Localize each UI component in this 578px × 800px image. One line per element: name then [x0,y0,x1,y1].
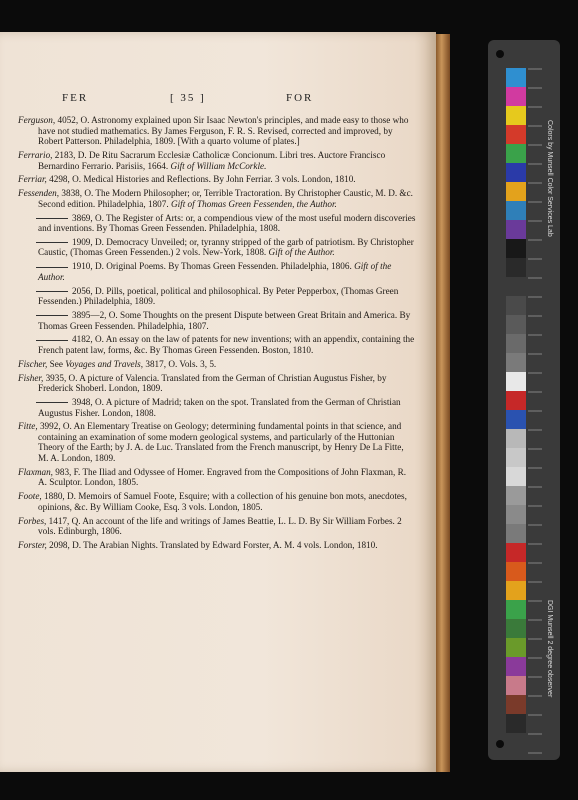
color-swatch [506,714,526,733]
color-swatch [506,486,526,505]
ditto-dash [36,402,68,403]
header-left: FER [62,92,89,104]
target-hole [496,50,504,58]
color-swatch [506,106,526,125]
catalogue-entry [18,467,416,488]
ditto-dash [36,218,68,219]
catalogue-entry [18,213,416,234]
entry-author: Forbes, [18,515,47,526]
ditto-dash [36,315,68,316]
ditto-dash [36,267,68,268]
entry-text: See [47,358,66,369]
entry-author: Fessenden, [18,188,60,199]
header-right: FOR [286,92,314,104]
catalogue-entry [18,150,416,171]
entry-author: Forster, [18,539,47,550]
color-swatch [506,334,526,353]
color-swatch-strip [506,68,526,754]
entry-author: Fischer, [18,358,48,369]
color-swatch [506,543,526,562]
catalogue-entry [18,174,416,185]
color-swatch [506,125,526,144]
color-swatch [506,144,526,163]
entry-text: 1880, D. Memoirs of Samuel Foote, Esquire; with a collection of his genuine bon mots, anecdotes, opinions, &c. By William Cooke, Esq. 3 vols. London, 1805. [38,491,407,512]
target-label-bottom: DGI Munsell 2 degree observer [546,600,553,698]
running-header [0,92,436,106]
entry-author: Fisher, [18,372,44,383]
entry-text: 3895—2, O. Some Thoughts on the present Dispute between Great Britain and America. By Thomas Green Fessenden. Philadelphia, 1807. [38,310,411,331]
entry-text: 3869, O. The Register of Arts: or, a compendious view of the most useful modern discoveries and inventions. By Thomas Green Fessenden. Philadelphia, 1808. [38,212,416,234]
ditto-dash [36,242,68,243]
entry-text: 4182, O. An essay on the law of patents for new inventions; with an appendix, containing the French patent law, forms, &c. By Thomas Green Fessenden. Boston, 1810. [38,334,415,355]
entry-text: 983, F. The Iliad and Odyssee of Homer. Engraved from the Compositions of John Flaxman, R. A. Sculptor. London, 1805. [38,466,406,488]
color-swatch [506,600,526,619]
entry-text: 2183, D. De Ritu Sacrarum Ecclesiæ Catholicæ Concionum. Libri tres. Auctore Francisco Bernardino Ferrario. Parisiis, 1664. [38,149,386,171]
catalogue-entry [18,261,416,282]
catalogue-entry [18,115,416,147]
color-swatch [506,372,526,391]
catalogue-entry [18,286,416,307]
catalogue-entry [18,491,416,512]
color-swatch [506,448,526,467]
catalogue-entry [18,334,416,355]
catalogue-entry [18,421,416,463]
entry-author: Ferrario, [18,149,53,160]
color-swatch [506,562,526,581]
color-swatch [506,277,526,296]
catalogue-entry [18,397,416,418]
color-swatch [506,581,526,600]
entry-text: 3935, O. A picture of Valencia. Translated from the German of Christian Augustus Fisher, by Frederick Shoberl. London, 1809. [38,372,387,394]
color-swatch [506,657,526,676]
entry-text: 4052, O. Astronomy explained upon Sir Isaac Newton's principles, and made easy to those who have not studied mathematics. By James Ferguson, F. R. S. Revised, corrected and improved, by Robert Patterson. Philadelphia, 1809. [With a quarto volume of plates.] [38,115,409,147]
color-swatch [506,467,526,486]
entry-author: Flaxman, [18,466,53,477]
catalogue-entry [18,359,416,370]
color-swatch [506,695,526,714]
color-calibration-target [488,40,560,760]
entry-author: Ferguson, [18,115,56,125]
color-swatch [506,220,526,239]
catalogue-entry [18,310,416,331]
color-swatch [506,410,526,429]
catalogue-entry [18,516,416,537]
entry-text: 3948, O. A picture of Madrid; taken on the spot. Translated from the German of Christian Augustus Fisher. London, 1808. [38,396,401,418]
color-swatch [506,524,526,543]
book-spine-edge [436,34,450,772]
color-swatch [506,296,526,315]
color-swatch [506,429,526,448]
target-hole [496,740,504,748]
color-swatch [506,353,526,372]
catalogue-entry [18,540,416,551]
entry-cross-reference: Voyages and Travels, [65,358,144,369]
catalogue-entry [18,373,416,394]
ditto-dash [36,291,68,292]
entry-text: 1417, Q. An account of the life and writings of James Beattie, L. L. D. By Sir William Forbes. 2 vols. Edinburgh, 1806. [38,515,402,537]
color-swatch [506,239,526,258]
color-swatch [506,87,526,106]
color-swatch [506,638,526,657]
catalogue-entries [18,115,416,554]
entry-text: 4298, O. Medical Histories and Reflections. By John Ferriar. 3 vols. London, 1810. [46,174,356,185]
entry-author: Fitte, [18,421,38,432]
entry-text: 3992, O. An Elementary Treatise on Geology; determining fundamental points in that science, and containing an examination of some modern geological systems, and particularly of the Huttonian Theory of the Earth; by J. A. de Luc. Translated from the French manuscript, by Henry De La Fitte, M. A. London, 1809. [37,421,404,464]
entry-gift-note: Gift of the Author. [268,247,335,258]
color-swatch [506,315,526,334]
entry-text-tail: 3817, O. Vols. 3, 5. [143,358,217,369]
color-swatch [506,182,526,201]
entry-text: 2098, D. The Arabian Nights. Translated by Edward Forster, A. M. 4 vols. London, 1810. [46,539,378,550]
catalogue-entry [18,188,416,209]
ditto-dash [36,340,68,341]
entry-text: 3838, O. The Modern Philosopher; or, Terrible Tractoration. By Christopher Caustic, M. D. &c. Second edition. Philadelphia, 1807. [38,188,413,209]
entry-text: 1909, D. Democracy Unveiled; or, tyranny stripped of the garb of patriotism. By Christopher Caustic, (Thomas Green Fessenden.) 2 vols. New-York, 1808. [38,236,414,258]
entry-author: Foote, [18,491,42,502]
page-number: [ 35 ] [170,92,206,104]
color-swatch [506,505,526,524]
entry-author: Ferriar, [18,174,47,185]
color-swatch [506,391,526,410]
entry-gift-note: Gift of William McCorkle. [170,160,267,171]
entry-gift-note: Gift of Thomas Green Fessenden, the Author. [170,198,337,209]
color-swatch [506,201,526,220]
color-swatch [506,258,526,277]
entry-text: 1910, D. Original Poems. By Thomas Green Fessenden. Philadelphia, 1806. [72,261,355,272]
color-swatch [506,619,526,638]
entry-gift-note: Gift of the Author. [38,261,392,282]
catalogue-entry [18,237,416,258]
color-swatch [506,68,526,87]
target-label-top: Colors by Munsell Color Services Lab [546,120,553,237]
density-scale [528,68,542,754]
color-swatch [506,163,526,182]
color-swatch [506,676,526,695]
entry-text: 2056, D. Pills, poetical, political and philosophical. By Peter Pepperbox, (Thomas Green Fessenden.) Philadelphia, 1809. [38,285,399,307]
